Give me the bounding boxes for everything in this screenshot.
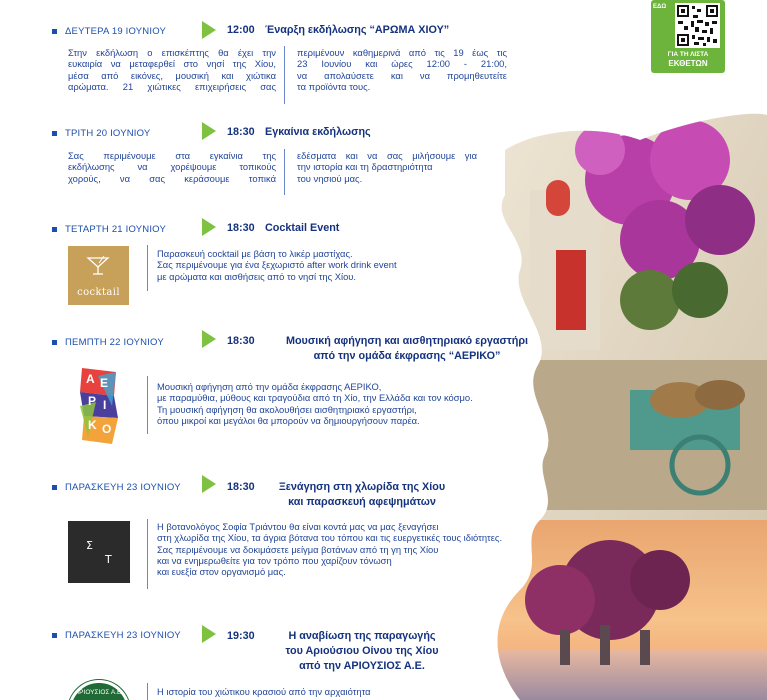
event-description: Παρασκευή cocktail με βάση το λικέρ μαστίχας. Σας περιμένουμε για ένα ξεχωριστό after work drink event με αρώματα και αισθήσεις από το νησί της Χίου.: [157, 248, 397, 282]
aeriko-letter: Κ: [88, 418, 97, 432]
cocktail-glass-icon: [85, 255, 111, 277]
event-title: Ξενάγηση στη χλωρίδα της Χίου και παρασκευή αφεψημάτων: [278, 481, 446, 508]
event-time: 18:30: [227, 126, 255, 138]
column-divider: [284, 149, 285, 195]
cocktail-logo: [68, 246, 129, 305]
event-time: 18:30: [227, 481, 255, 493]
play-arrow-icon: [202, 625, 216, 643]
aeriko-logo-icon: [78, 366, 120, 446]
qr-code: [675, 3, 720, 48]
play-arrow-icon: [202, 21, 216, 39]
column-divider: [147, 519, 148, 589]
event-day: ΠΑΡΑΣΚΕΥΗ 23 ΙΟΥΝΙΟΥ: [52, 630, 181, 641]
event-description-col1: Σας περιμένουμε στα εγκαίνια της εκδήλωσης να χορέψουμε τοπικούς χορούς, να σας κεράσουμε τοπικά: [68, 150, 276, 184]
play-arrow-icon: [202, 122, 216, 140]
event-title: Εγκαίνια εκδήλωσης: [265, 126, 371, 138]
aeriko-letter: Α: [86, 372, 95, 386]
qr-code-icon: [675, 3, 720, 48]
column-divider: [147, 376, 148, 434]
column-divider: [147, 683, 148, 700]
aeriko-letter: Ρ: [88, 394, 97, 408]
event-title: Η αναβίωση της παραγωγής του Αριούσιου Οίνου της Χίου από την ΑΡΙΟΥΣΙΟΣ Α.Ε.: [285, 630, 439, 672]
bullet-icon: [52, 633, 57, 638]
event-description: Η βοτανολόγος Σοφία Τριάντου θα είναι κοντά μας να μας ξεναγήσει στη χλωρίδα της Χίου, τα άγρια βότανα του τόπου και τις ευεργετικές τους ιδιότητες. Σας περιμένουμε να δοκιμάσετε μείγμα βοτάνων από τη γη της Χίου και να ενημερωθείτε για τον τρόπο που χαρίζουν τόνωση και ευεξία στον οργανισμό μας.: [157, 521, 503, 578]
play-arrow-icon: [202, 218, 216, 236]
play-arrow-icon: [202, 330, 216, 348]
event-time: 18:30: [227, 222, 255, 234]
event-day: ΤΕΤΑΡΤΗ 21 ΙΟΥΝΙΟΥ: [52, 224, 166, 235]
bullet-icon: [52, 29, 57, 34]
event-description-col1: Στην εκδήλωση ο επισκέπτης θα έχει την ευκαιρία να μεταφερθεί στο νησί της Χίου, μέσα από εικόνες, μουσική και χιώτικα αρώματα. 21 χιώτικες επιχειρήσεις σας: [68, 47, 276, 92]
event-day: ΔΕΥΤΕΡΑ 19 ΙΟΥΝΙΟΥ: [52, 26, 166, 37]
event-title: Έναρξη εκδήλωσης “ΑΡΩΜΑ ΧΙΟΥ”: [265, 24, 450, 36]
event-time: 12:00: [227, 24, 255, 36]
bullet-icon: [52, 485, 57, 490]
column-divider: [147, 245, 148, 291]
bullet-icon: [52, 131, 57, 136]
event-description-col2: περιμένουν καθημερινά από τις 19 έως τις 23 Ιουνίου και ώρες 12:00 - 21:00, να απολαύσετε και να προμηθευτείτε τα προϊόντα τους.: [297, 47, 507, 92]
qr-badge[interactable]: [651, 0, 725, 73]
sofia-triantou-logo: [68, 521, 130, 583]
qr-prefix: ΕΔΩ: [653, 4, 667, 10]
event-day: ΠΕΜΠΤΗ 22 ΙΟΥΝΙΟΥ: [52, 337, 164, 348]
event-description: Η ιστορία του χιώτικου κρασιού από την αρχαιότητα: [157, 686, 371, 697]
event-time: 18:30: [227, 335, 255, 347]
event-day: ΤΡΙΤΗ 20 ΙΟΥΝΙΟΥ: [52, 128, 150, 139]
qr-caption-2: ΕΚΘΕΤΩΝ: [668, 59, 708, 68]
aeriko-letter: Ε: [100, 376, 109, 390]
logo-letter: Σ: [86, 539, 93, 552]
column-divider: [284, 46, 285, 104]
event-day: ΠΑΡΑΣΚΕΥΗ 23 ΙΟΥΝΙΟΥ: [52, 482, 181, 493]
event-description-col2: εδέσματα και να σας μιλήσουμε για την ιστορία και τη δραστηριότητα του νησιού μας.: [297, 150, 477, 184]
bullet-icon: [52, 340, 57, 345]
aeriko-logo: [78, 366, 120, 446]
play-arrow-icon: [202, 475, 216, 493]
logo-letter: Τ: [105, 553, 112, 566]
aeriko-letter: Ο: [102, 422, 112, 436]
event-title: Μουσική αφήγηση και αισθητηριακό εργαστήρι από την ομάδα έκφρασης “ΑΕΡΙΚΟ”: [285, 335, 529, 362]
ariousios-logo-text: ΑΡΙΟΥΣΙΟΣ Α.Ε.: [74, 689, 124, 696]
qr-caption-1: ΓΙΑ ΤΗ ΛΙΣΤΑ: [667, 51, 709, 58]
bullet-icon: [52, 227, 57, 232]
aeriko-letter: Ι: [103, 398, 107, 412]
event-description: Μουσική αφήγηση από την ομάδα έκφρασης ΑΕΡΙΚΟ, με παραμύθια, μύθους και τραγούδια από τη Χίο, την Ελλάδα και τον κόσμο. Τη μουσική αφήγηση θα ακολουθήσει αισθητηριακό εργαστήρι, όπου μικροί και μεγάλοι θα μπορούν να δημιουργήσουν παρέα.: [157, 381, 473, 426]
cocktail-logo-text: cocktail: [77, 287, 120, 298]
event-time: 19:30: [227, 630, 255, 642]
event-title: Cocktail Event: [265, 222, 340, 234]
